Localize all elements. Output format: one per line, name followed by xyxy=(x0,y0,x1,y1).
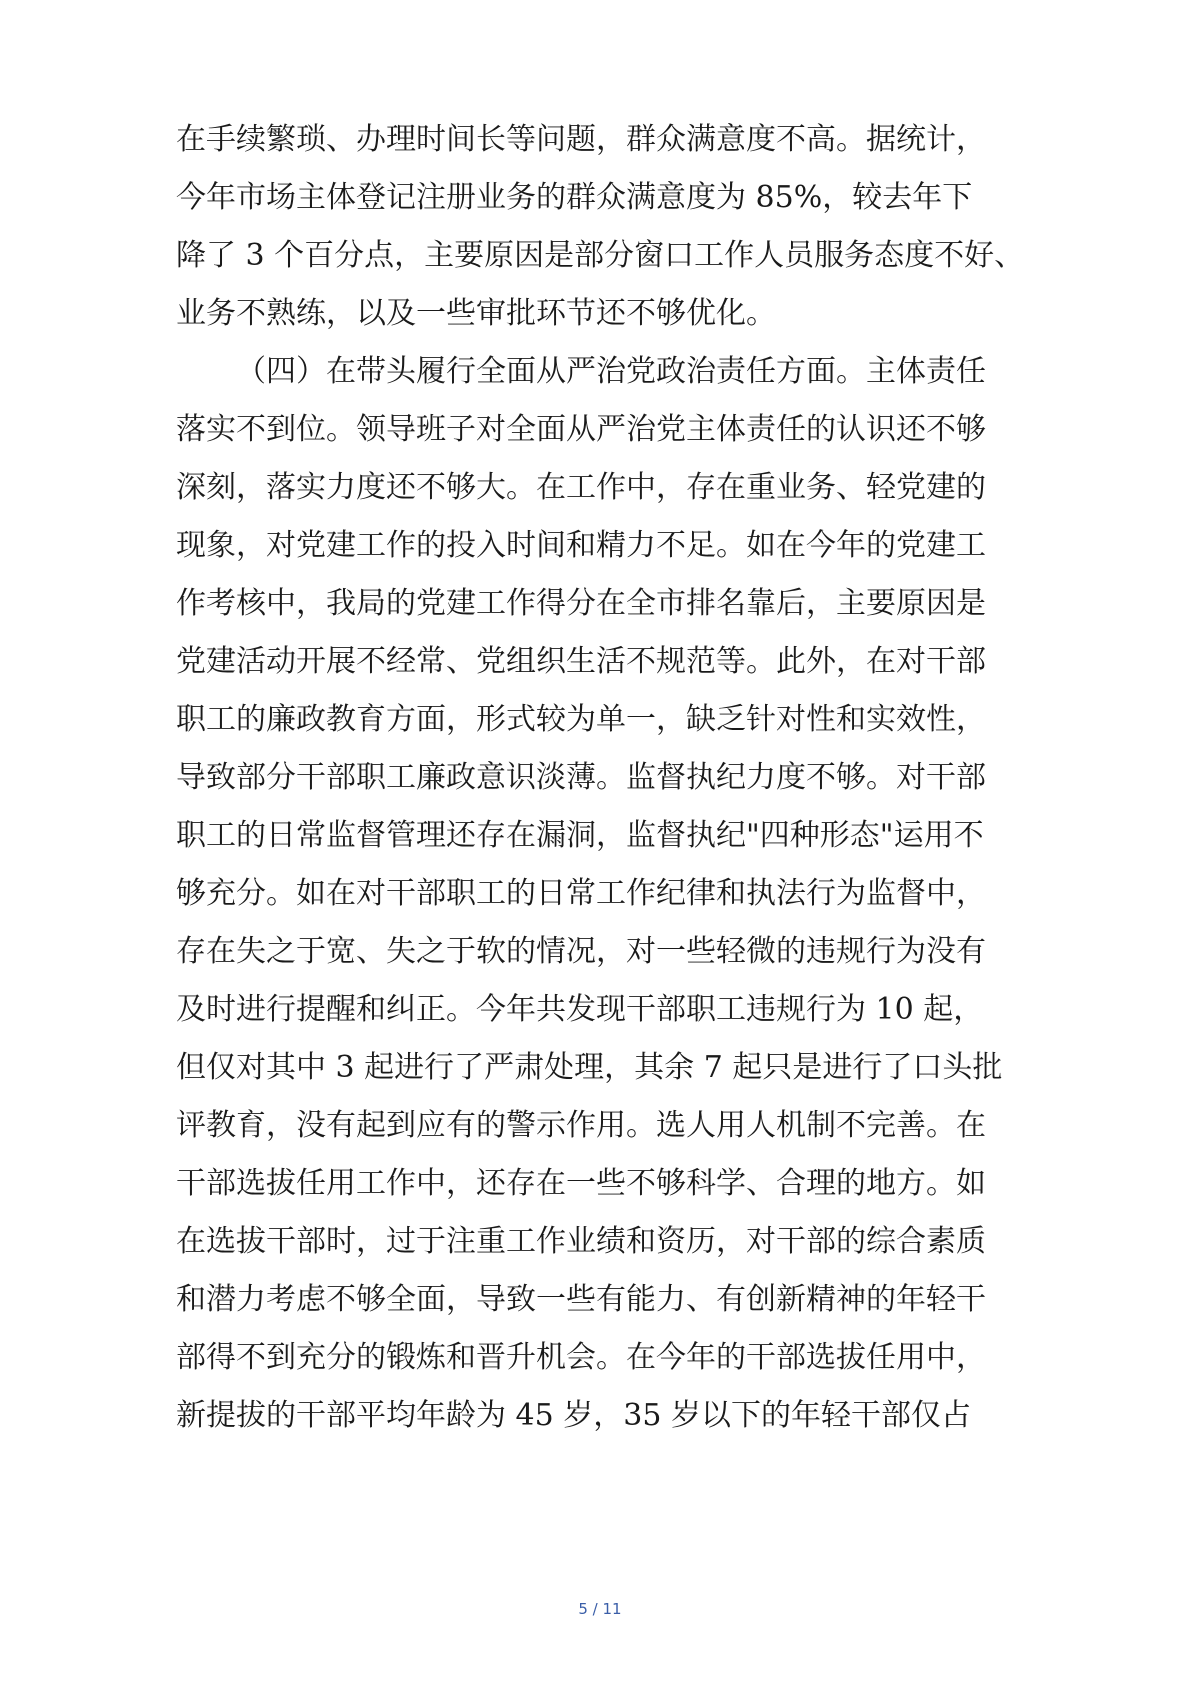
text-line: 及时进行提醒和纠正。今年共发现干部职工违规行为 10 起， xyxy=(176,992,984,1027)
text-line: 职工的日常监督管理还存在漏洞，监督执纪"四种形态"运用不 xyxy=(176,818,984,853)
text-line: 在手续繁琐、办理时间长等问题，群众满意度不高。据统计， xyxy=(176,122,986,157)
text-line: 干部选拔任用工作中，还存在一些不够科学、合理的地方。如 xyxy=(176,1166,986,1201)
text-line: 作考核中，我局的党建工作得分在全市排名靠后，主要原因是 xyxy=(176,586,986,621)
text-line: 部得不到充分的锻炼和晋升机会。在今年的干部选拔任用中， xyxy=(176,1340,986,1375)
text-line: 和潜力考虑不够全面，导致一些有能力、有创新精神的年轻干 xyxy=(176,1282,986,1317)
page-number: 5 / 11 xyxy=(578,1600,622,1618)
text-line: 降了 3 个百分点，主要原因是部分窗口工作人员服务态度不好、 xyxy=(176,238,1025,273)
section-heading-line: （四）在带头履行全面从严治党政治责任方面。主体责任 xyxy=(236,354,986,389)
text-line: 职工的廉政教育方面，形式较为单一，缺乏针对性和实效性， xyxy=(176,702,986,737)
text-line: 新提拔的干部平均年龄为 45 岁，35 岁以下的年轻干部仅占 xyxy=(176,1398,971,1433)
text-line: 评教育，没有起到应有的警示作用。选人用人机制不完善。在 xyxy=(176,1108,986,1143)
text-line: 落实不到位。领导班子对全面从严治党主体责任的认识还不够 xyxy=(176,412,986,447)
text-line: 但仅对其中 3 起进行了严肃处理，其余 7 起只是进行了口头批 xyxy=(176,1050,1003,1085)
text-line: 存在失之于宽、失之于软的情况，对一些轻微的违规行为没有 xyxy=(176,934,986,969)
text-line: 今年市场主体登记注册业务的群众满意度为 85%，较去年下 xyxy=(176,180,973,215)
text-line: 够充分。如在对干部职工的日常工作纪律和执法行为监督中， xyxy=(176,876,986,911)
text-line: 导致部分干部职工廉政意识淡薄。监督执纪力度不够。对干部 xyxy=(176,760,986,795)
text-line: 党建活动开展不经常、党组织生活不规范等。此外，在对干部 xyxy=(176,644,986,679)
text-line: 深刻，落实力度还不够大。在工作中，存在重业务、轻党建的 xyxy=(176,470,986,505)
text-line: 在选拔干部时，过于注重工作业绩和资历，对干部的综合素质 xyxy=(176,1224,986,1259)
text-line: 现象，对党建工作的投入时间和精力不足。如在今年的党建工 xyxy=(176,528,986,563)
text-line: 业务不熟练，以及一些审批环节还不够优化。 xyxy=(176,296,776,331)
